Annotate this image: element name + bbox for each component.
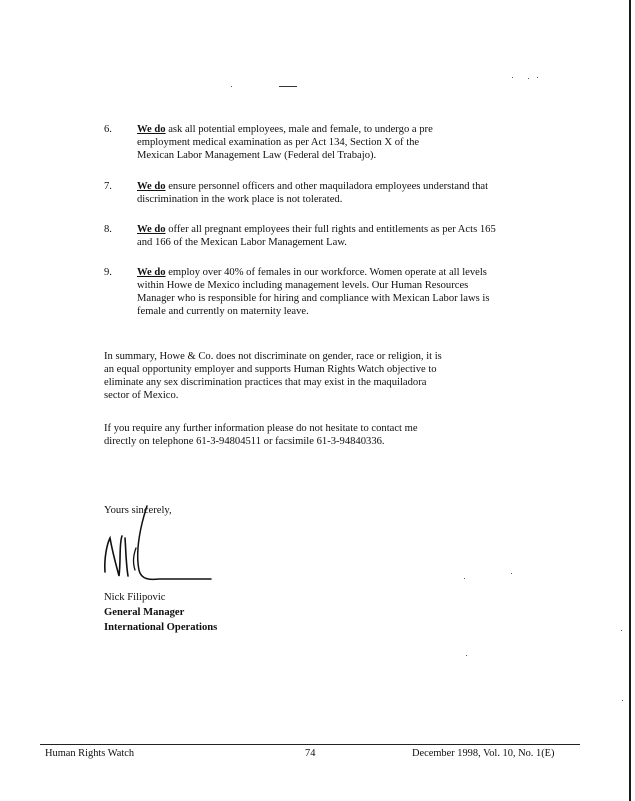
item-body xyxy=(137,266,564,318)
signatory-title: General Manager xyxy=(104,607,185,618)
scan-speck xyxy=(528,78,529,79)
contact-paragraph xyxy=(104,422,524,448)
scan-speck xyxy=(622,700,623,701)
list-item-8 xyxy=(104,223,564,249)
item-number: 9. xyxy=(104,267,112,278)
scan-speck xyxy=(537,77,538,78)
item-lead: We do xyxy=(137,267,166,278)
item-lead: We do xyxy=(137,181,166,192)
footer-rule xyxy=(40,744,580,745)
item-body xyxy=(137,180,564,206)
item-text-line: and 166 of the Mexican Labor Management Law. xyxy=(137,237,347,248)
scan-speck xyxy=(512,77,513,78)
item-text-line: Manager who is responsible for hiring and compliance with Mexican Labor laws is xyxy=(137,293,490,304)
footer-issue: December 1998, Vol. 10, No. 1(E) xyxy=(412,748,555,759)
item-number: 6. xyxy=(104,124,112,135)
scan-speck xyxy=(511,573,512,574)
summary-paragraph xyxy=(104,350,524,402)
contact-line: If you require any further information please do not hesitate to contact me xyxy=(104,423,418,434)
summary-line: In summary, Howe & Co. does not discriminate on gender, race or religion, it is xyxy=(104,351,442,362)
signatory-name: Nick Filipovic xyxy=(104,592,166,603)
handwritten-signature xyxy=(95,500,225,592)
contact-line: directly on telephone 61-3-94804511 or facsimile 61-3-94840336. xyxy=(104,436,385,447)
item-lead: We do xyxy=(137,224,166,235)
item-text-line: Mexican Labor Management Law (Federal del Trabajo). xyxy=(137,150,377,161)
item-text-line: employment medical examination as per Act 134, Section X of the xyxy=(137,137,420,148)
list-item-9 xyxy=(104,266,564,318)
item-text-line: ensure personnel officers and other maquiladora employees understand that xyxy=(165,181,489,192)
item-body xyxy=(137,223,564,249)
item-text-line: employ over 40% of females in our workforce. Women operate at all levels xyxy=(165,267,487,278)
summary-line: eliminate any sex discrimination practices that may exist in the maquiladora xyxy=(104,377,427,388)
item-text-line: ask all potential employees, male and female, to undergo a pre xyxy=(165,124,433,135)
signatory-division: International Operations xyxy=(104,622,218,633)
item-text-line: discrimination in the work place is not tolerated. xyxy=(137,194,343,205)
item-text-line: offer all pregnant employees their full rights and entitlements as per Acts 165 xyxy=(165,224,496,235)
list-item-7 xyxy=(104,180,564,206)
closing-salutation: Yours sincerely, xyxy=(104,505,172,516)
scan-speck xyxy=(464,578,465,579)
scan-speck xyxy=(466,655,467,656)
item-number: 8. xyxy=(104,224,112,235)
footer-publisher: Human Rights Watch xyxy=(45,748,135,759)
scan-speck xyxy=(231,86,232,87)
list-item-6 xyxy=(104,123,564,162)
scan-edge-line xyxy=(629,0,631,801)
item-text-line: within Howe de Mexico including management levels. Our Human Resources xyxy=(137,280,469,291)
signatory-block xyxy=(104,590,217,635)
top-dash-mark xyxy=(279,86,297,87)
item-text-line: female and currently on maternity leave. xyxy=(137,306,309,317)
summary-line: sector of Mexico. xyxy=(104,390,179,401)
item-body xyxy=(137,123,564,162)
item-number: 7. xyxy=(104,181,112,192)
item-lead: We do xyxy=(137,124,166,135)
summary-line: an equal opportunity employer and supports Human Rights Watch objective to xyxy=(104,364,437,375)
footer-page-number: 74 xyxy=(305,748,316,759)
scan-speck xyxy=(621,630,622,631)
